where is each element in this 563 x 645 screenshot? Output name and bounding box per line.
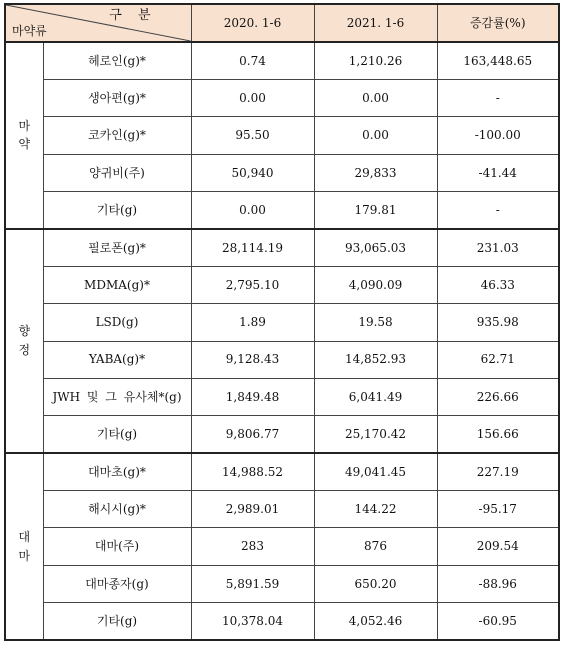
drug-name-cell: 기타(g) [43, 416, 191, 453]
table-row [5, 491, 559, 528]
table-row [5, 378, 559, 415]
table-row [5, 79, 559, 116]
value-2021-cell: 49,041.45 [314, 453, 437, 490]
table-row [5, 565, 559, 602]
value-2020-cell: 2,795.10 [191, 266, 314, 303]
group-label: 마 약 [5, 42, 43, 229]
table-row [5, 117, 559, 154]
value-2020-cell: 1,849.48 [191, 378, 314, 415]
value-2020-cell: 1.89 [191, 304, 314, 341]
value-2021-cell: 29,833 [314, 154, 437, 191]
value-2020-cell: 10,378.04 [191, 603, 314, 640]
table-row [5, 192, 559, 229]
drug-name-cell: 생아편(g)* [43, 79, 191, 116]
table-row [5, 266, 559, 303]
drug-name-cell: 코카인(g)* [43, 117, 191, 154]
header-2020: 2020. 1-6 [191, 4, 314, 42]
value-2021-cell: 19.58 [314, 304, 437, 341]
change-rate-cell: 163,448.65 [437, 42, 559, 79]
change-rate-cell: 935.98 [437, 304, 559, 341]
change-rate-cell: - [437, 192, 559, 229]
change-rate-cell: 62.71 [437, 341, 559, 378]
value-2020-cell: 283 [191, 528, 314, 565]
group-label: 향 정 [5, 229, 43, 453]
drug-name-cell: 양귀비(주) [43, 154, 191, 191]
value-2021-cell: 93,065.03 [314, 229, 437, 266]
change-rate-cell: -41.44 [437, 154, 559, 191]
group-label: 대 마 [5, 453, 43, 640]
change-rate-cell: -88.96 [437, 565, 559, 602]
table-row [5, 341, 559, 378]
change-rate-cell: -100.00 [437, 117, 559, 154]
change-rate-cell: 209.54 [437, 528, 559, 565]
drug-name-cell: YABA(g)* [43, 341, 191, 378]
change-rate-cell: 226.66 [437, 378, 559, 415]
drug-seizure-table [4, 3, 560, 641]
header-2021: 2021. 1-6 [314, 4, 437, 42]
value-2021-cell: 6,041.49 [314, 378, 437, 415]
table-row [5, 42, 559, 79]
change-rate-cell: 227.19 [437, 453, 559, 490]
change-rate-cell: -60.95 [437, 603, 559, 640]
value-2020-cell: 0.00 [191, 192, 314, 229]
change-rate-cell: - [437, 79, 559, 116]
table-row [5, 416, 559, 453]
value-2021-cell: 1,210.26 [314, 42, 437, 79]
value-2020-cell: 2,989.01 [191, 491, 314, 528]
table-row [5, 603, 559, 640]
value-2020-cell: 28,114.19 [191, 229, 314, 266]
drug-name-cell: LSD(g) [43, 304, 191, 341]
header-row [5, 4, 559, 42]
value-2021-cell: 876 [314, 528, 437, 565]
drug-name-cell: 필로폰(g)* [43, 229, 191, 266]
value-2021-cell: 179.81 [314, 192, 437, 229]
value-2020-cell: 5,891.59 [191, 565, 314, 602]
header-drug-type-label: 마약류 [12, 23, 47, 38]
table-row [5, 229, 559, 266]
value-2020-cell: 14,988.52 [191, 453, 314, 490]
value-2021-cell: 25,170.42 [314, 416, 437, 453]
value-2020-cell: 0.00 [191, 79, 314, 116]
value-2020-cell: 9,128.43 [191, 341, 314, 378]
drug-name-cell: 대마(주) [43, 528, 191, 565]
drug-name-cell: JWH 및 그 유사체*(g) [43, 378, 191, 415]
change-rate-cell: 231.03 [437, 229, 559, 266]
value-2020-cell: 50,940 [191, 154, 314, 191]
table-row [5, 304, 559, 341]
value-2021-cell: 14,852.93 [314, 341, 437, 378]
value-2021-cell: 144.22 [314, 491, 437, 528]
header-change-rate: 증감률(%) [437, 4, 559, 42]
value-2021-cell: 0.00 [314, 79, 437, 116]
drug-name-cell: 대마종자(g) [43, 565, 191, 602]
drug-name-cell: 헤로인(g)* [43, 42, 191, 79]
value-2021-cell: 0.00 [314, 117, 437, 154]
drug-name-cell: 대마초(g)* [43, 453, 191, 490]
table-row [5, 154, 559, 191]
value-2020-cell: 0.74 [191, 42, 314, 79]
value-2020-cell: 9,806.77 [191, 416, 314, 453]
change-rate-cell: -95.17 [437, 491, 559, 528]
header-category-label: 구 분 [109, 8, 157, 23]
value-2021-cell: 4,052.46 [314, 603, 437, 640]
table-row [5, 528, 559, 565]
value-2021-cell: 4,090.09 [314, 266, 437, 303]
header-corner-cell [5, 4, 191, 42]
value-2021-cell: 650.20 [314, 565, 437, 602]
drug-name-cell: MDMA(g)* [43, 266, 191, 303]
change-rate-cell: 46.33 [437, 266, 559, 303]
drug-name-cell: 기타(g) [43, 192, 191, 229]
drug-name-cell: 기타(g) [43, 603, 191, 640]
table-body [5, 42, 559, 640]
table-row [5, 453, 559, 490]
drug-name-cell: 해시시(g)* [43, 491, 191, 528]
value-2020-cell: 95.50 [191, 117, 314, 154]
change-rate-cell: 156.66 [437, 416, 559, 453]
